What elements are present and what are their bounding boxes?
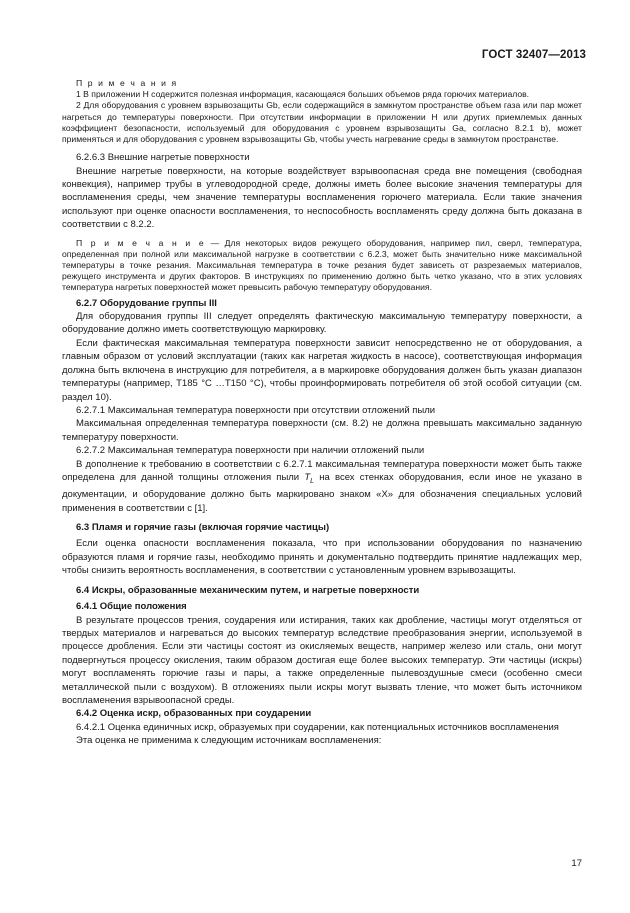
note1-item-1: 1 В приложении Н содержится полезная информация, касающаяся больших объемов ряда горючих материалов. xyxy=(76,89,530,100)
dust-layer-subscript: L xyxy=(310,477,315,485)
note1-title: П р и м е ч а н и я xyxy=(76,78,178,88)
document-header: ГОСТ 32407—2013 xyxy=(481,49,586,61)
section-6421-text: 6.4.2.1 Оценка единичных искр, образуемых при соударении, как потенциальных источников воспламенения xyxy=(76,721,559,733)
section-642-last: Эта оценка не применима к следующим источникам воспламенения: xyxy=(76,735,382,747)
note2-paragraph xyxy=(62,238,582,294)
section-627-p1: Для оборудования группы III следует определять фактическую максимальную температуру поверхности, а оборудование должно иметь соответствующую маркировку. xyxy=(62,311,582,336)
section-6272-title: 6.2.7.2 Максимальная температура поверхности при наличии отложений пыли xyxy=(76,445,425,457)
section-627-title: 6.2.7 Оборудование группы III xyxy=(76,297,217,309)
section-6263-title: 6.2.6.3 Внешние нагретые поверхности xyxy=(76,152,250,164)
section-63-title: 6.3 Пламя и горячие газы (включая горячие частицы) xyxy=(76,522,330,534)
section-6272-pre: В дополнение к требованию в соответствии с 6.2.7.1 максимальная температура поверхности может быть также определена для данной толщины отложения пыли xyxy=(62,458,582,483)
section-627-p2: Если фактическая максимальная температура поверхности зависит непосредственно не от оборудования, а главным образом от условий эксплуатации (таких как нагретая жидкость в насосе), соответствующая информация должна быть включена в инструкцию для потребителя, а в маркировке оборудования должен быть указан диапазон температуры (например, T185 °C …T150 °C), чтобы проинформировать потребителя об этой особой ситуации (см. раздел 10). xyxy=(62,337,582,403)
section-6272-text xyxy=(62,458,582,516)
section-641-title: 6.4.1 Общие положения xyxy=(76,601,187,613)
note1-item-2: 2 Для оборудования с уровнем взрывозащиты Gb, если содержащийся в замкнутом пространстве объем газа или пар может нагреться до температуры поверхности. При отсутствии информации в приложении Н или других приемлемых данных коэффициент безопасности, используемый для оборудования с уровнем взрывозащиты Ga, согласно 8.2.1 b), может применяться и для оборудования с уровнем взрывозащиты Gb, чтобы учесть нагревание среды в замкнутом пространстве. xyxy=(62,100,582,145)
section-6263-text: Внешние нагретые поверхности, на которые воздействует взрывоопасная среда вне помещения (свободная конвекция), например трубы в углеводородной среде, должны иметь более высокие значения температуры для воспламенения среды, чем значение температуры воспламенения горючего материала. Если такие значения используют при оценке опасности воспламенения, то неспособность воспламенять среду должна быть доказана в соответствии с 8.2.2. xyxy=(62,165,582,231)
section-642-title: 6.4.2 Оценка искр, образованных при соударении xyxy=(76,708,312,720)
section-63-text: Если оценка опасности воспламенения показала, что при использовании оборудования по назначению образуются пламя и горячие газы, необходимо принять и документально подтвердить принятие надлежащих мер, чтобы снизить вероятность воспламенения, в соответствии с установленным уровнем взрывозащиты. xyxy=(62,538,582,577)
note2-label: П р и м е ч а н и е xyxy=(76,237,206,248)
section-641-text: В результате процессов трения, соударения или истирания, таких как дробление, частицы могут отделяться от твердых материалов и нагреваться до высоких температур вследствие преобразования энергии, используемой в процессе дробления. Если эти частицы состоят из окисляемых веществ, например железо или сталь, они могут подвергнуться процессу окисления, таким образом достигая еще более высоких температур. Эти частицы (искры) могут воспламенять горючие газы и пары, а также определенные пылевоздушные смеси (особенно смеси металлической пыли с воздухом). В отложениях пыли искры могут вызвать тление, что может быть источником воспламенения взрывоопасной среды. xyxy=(62,614,582,706)
page-content xyxy=(62,78,582,748)
section-6272-post: на всех стенках оборудования, если иное не указано в документации, и оборудование должно быть маркировано знаком «X» для обозначения специальных условий применения в соответствии с [1]. xyxy=(62,471,582,514)
section-6271-title: 6.2.7.1 Максимальная температура поверхности при отсутствии отложений пыли xyxy=(76,404,436,416)
dust-layer-symbol: T xyxy=(304,471,311,483)
section-64-title: 6.4 Искры, образованные механическим путем, и нагретые поверхности xyxy=(76,584,420,596)
page-number: 17 xyxy=(571,858,582,869)
note2-text: — Для некоторых видов режущего оборудования, например пил, сверл, температура, определенная при полной или максимальной нагрузке в соответствии с 6.2.3, может быть значительно ниже максимальной температуры в точке резания. Максимальная температура в точке резания будет зависеть от разрезаемых материалов, режущего инструмента и других факторов. В инструкциях по применению должно быть четко указано, что в этих условиях температура нагретых поверхностей может превысить рабочую температуру оборудования. xyxy=(62,237,582,293)
section-6271-text: Максимальная определенная температура поверхности (см. 8.2) не должна превышать максимально заданную температуру поверхности. xyxy=(62,418,582,443)
